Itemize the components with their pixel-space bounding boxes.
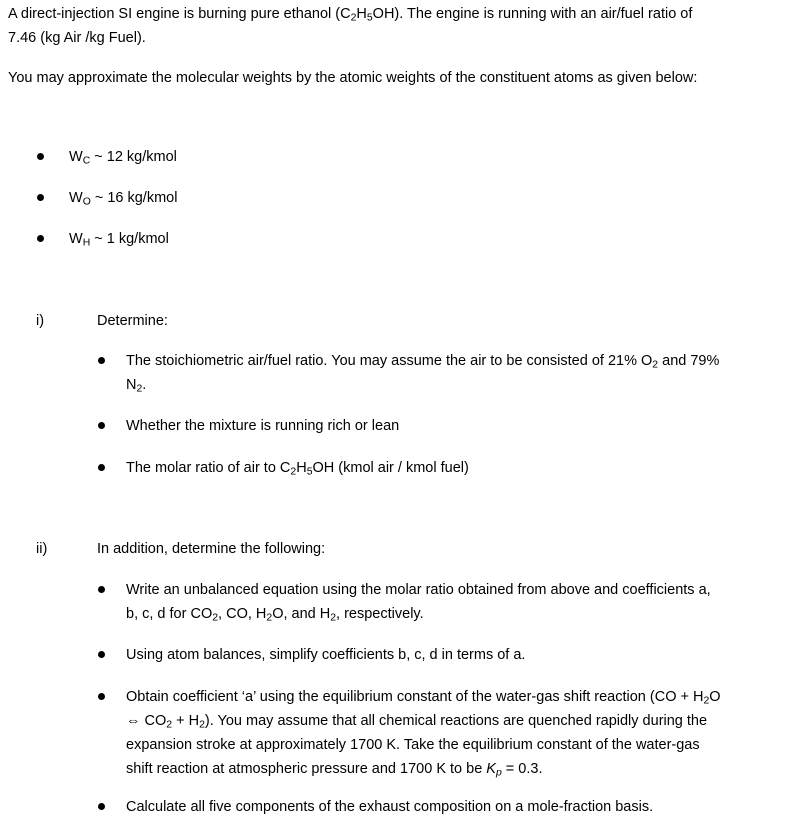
part-i-heading: Determine:	[97, 313, 168, 329]
bullet-icon	[37, 153, 44, 160]
part-ii-bullet-3-line-4: shift reaction at atmospheric pressure and 1700 K to be $K_p = 0.3$.	[126, 761, 543, 779]
part-ii-bullet-3-line-3: expansion stroke at approximately 1700 K. Take the equilibrium constant of the water-gas	[126, 737, 700, 753]
bullet-icon	[98, 803, 105, 810]
intro-line-2: 7.46 (kg Air /kg Fuel).	[8, 30, 146, 46]
part-i-number: i)	[36, 313, 45, 329]
part-ii-bullet-3-line-2: ⇔ $CO_2 + H_2$). You may assume that all chemical reactions are quenched rapidly during the	[126, 713, 708, 731]
bullet-icon	[98, 422, 105, 429]
part-ii-heading: In addition, determine the following:	[97, 541, 326, 557]
part-ii-bullet-1-line-2: b, c, d for $CO_2$, CO, $H_2O$, and $H_2$, respectively.	[126, 606, 424, 624]
part-ii-bullet-1-line-1: Write an unbalanced equation using the molar ratio obtained from above and coefficients a,	[126, 582, 711, 598]
part-i-bullet-2: Whether the mixture is running rich or lean	[126, 418, 400, 434]
weight-hydrogen: $W_H$ ~ 1 kg/kmol	[69, 231, 169, 249]
weight-oxygen: $W_O$ ~ 16 kg/kmol	[69, 190, 178, 208]
bullet-icon	[98, 651, 105, 658]
bullet-icon	[37, 235, 44, 242]
weight-carbon: $W_C$ ~ 12 kg/kmol	[69, 149, 177, 167]
bullet-icon	[98, 693, 105, 700]
bullet-icon	[37, 194, 44, 201]
bullet-icon	[98, 357, 105, 364]
part-ii-bullet-3-line-1: Obtain coefficient ‘a’ using the equilibrium constant of the water-gas shift reaction ($CO + H_2O$	[126, 689, 721, 707]
intro-line-1: A direct-injection SI engine is burning pure ethanol $(C_2H_5OH)$. The engine is running with an air/fuel ratio of	[8, 6, 693, 24]
bullet-icon	[98, 464, 105, 471]
approx-text: You may approximate the molecular weights by the atomic weights of the constituent atoms as given below:	[8, 70, 698, 86]
part-ii-bullet-4: Calculate all five components of the exhaust composition on a mole-fraction basis.	[126, 799, 654, 815]
bullet-icon	[98, 586, 105, 593]
part-i-bullet-1-line-2: $N_2$.	[126, 377, 147, 395]
part-ii-bullet-2: Using atom balances, simplify coefficients b, c, d in terms of a.	[126, 647, 526, 663]
part-i-bullet-3: The molar ratio of air to $C_2H_5OH$ (kmol air / kmol fuel)	[126, 460, 469, 478]
part-i-bullet-1-line-1: The stoichiometric air/fuel ratio. You may assume the air to be consisted of 21% $O_2$ and 79%	[126, 353, 720, 371]
part-ii-number: ii)	[36, 541, 48, 557]
